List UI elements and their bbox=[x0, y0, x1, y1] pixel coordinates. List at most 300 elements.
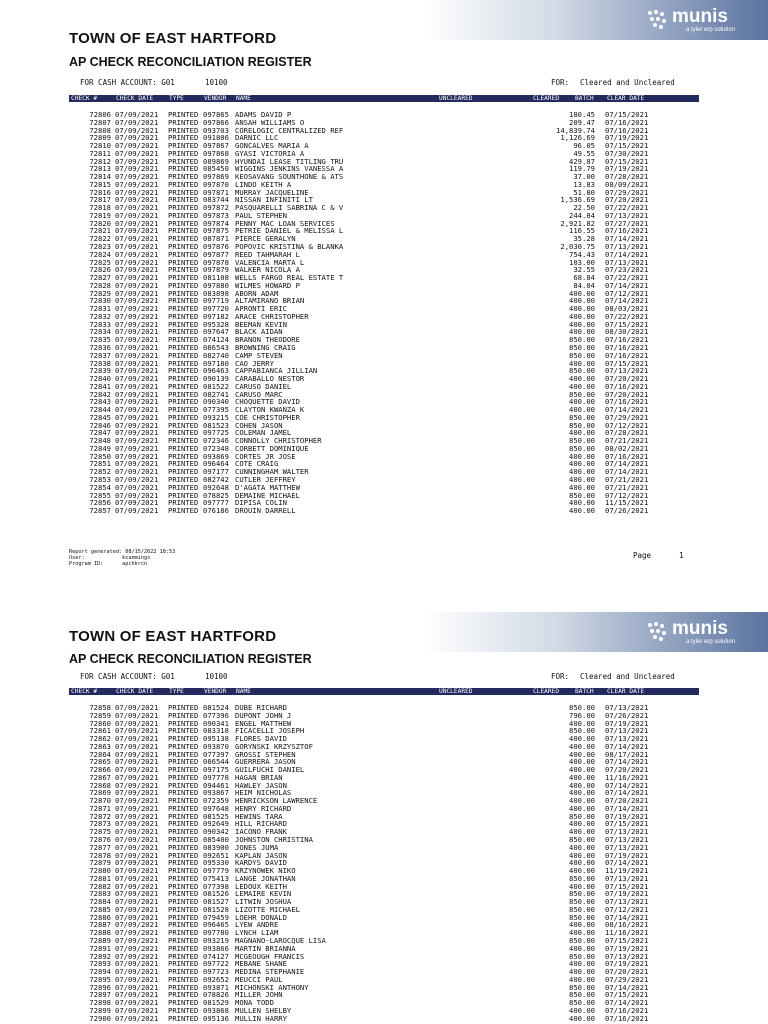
col-check-date: CHECK DATE bbox=[116, 95, 154, 102]
check-type: PRINTED bbox=[168, 397, 199, 407]
check-number: 72857 bbox=[89, 506, 111, 516]
cleared-amount: 400.00 bbox=[569, 405, 595, 415]
vendor-name: CARUSO MARC bbox=[235, 389, 283, 399]
check-type: PRINTED bbox=[168, 842, 199, 852]
vendor-id: 093867 bbox=[203, 788, 229, 798]
check-date: 07/09/2021 bbox=[115, 366, 159, 376]
col-check-date: CHECK DATE bbox=[116, 688, 154, 695]
cleared-amount: 400.00 bbox=[569, 358, 595, 368]
check-number: 72863 bbox=[89, 741, 111, 751]
cleared-amount: 400.00 bbox=[569, 850, 595, 860]
vendor-id: 097869 bbox=[203, 172, 229, 182]
clear-date: 07/21/2021 bbox=[605, 436, 649, 446]
check-number: 72869 bbox=[89, 788, 111, 798]
col-clear-date: CLEAR DATE bbox=[607, 95, 645, 102]
clear-date: 07/15/2021 bbox=[605, 935, 649, 945]
col-check: CHECK # bbox=[71, 688, 98, 695]
check-date: 07/09/2021 bbox=[115, 257, 159, 267]
check-number: 72870 bbox=[89, 796, 111, 806]
clear-date: 07/13/2021 bbox=[605, 726, 649, 736]
check-date: 07/09/2021 bbox=[115, 358, 159, 368]
cleared-amount: 2,030.75 bbox=[560, 242, 595, 252]
check-date: 07/09/2021 bbox=[115, 788, 159, 798]
check-date: 07/09/2021 bbox=[115, 819, 159, 829]
vendor-name: DUPONT JOHN J bbox=[235, 710, 292, 720]
clear-date: 07/15/2021 bbox=[605, 990, 649, 1000]
check-number: 72894 bbox=[89, 967, 111, 977]
vendor-name: CAO JERRY bbox=[235, 358, 274, 368]
vendor-id: 093870 bbox=[203, 741, 229, 751]
check-number: 72846 bbox=[89, 420, 111, 430]
vendor-id: 092648 bbox=[203, 482, 229, 492]
cleared-amount: 400.00 bbox=[569, 374, 595, 384]
page-number: 1 bbox=[679, 551, 684, 560]
clear-date: 07/27/2021 bbox=[605, 218, 649, 228]
check-table bbox=[69, 704, 699, 1022]
check-type: PRINTED bbox=[168, 873, 199, 883]
check-date: 07/09/2021 bbox=[115, 951, 159, 961]
vendor-name: CORTES JR JOSE bbox=[235, 451, 296, 461]
vendor-id: 081523 bbox=[203, 420, 229, 430]
clear-date: 07/13/2021 bbox=[605, 835, 649, 845]
check-type: PRINTED bbox=[168, 110, 199, 119]
check-number: 72812 bbox=[89, 156, 111, 166]
vendor-id: 081526 bbox=[203, 889, 229, 899]
check-date: 07/09/2021 bbox=[115, 935, 159, 945]
check-number: 72821 bbox=[89, 226, 111, 236]
cleared-amount: 180.45 bbox=[569, 110, 595, 119]
clear-date: 11/16/2021 bbox=[605, 772, 649, 782]
clear-date: 07/16/2021 bbox=[605, 1005, 649, 1015]
cleared-amount: 400.00 bbox=[569, 788, 595, 798]
cleared-amount: 116.55 bbox=[569, 226, 595, 236]
check-date: 07/09/2021 bbox=[115, 772, 159, 782]
check-number: 72811 bbox=[89, 148, 111, 158]
clear-date: 07/14/2021 bbox=[605, 280, 649, 290]
vendor-name: LITWIN JOSHUA bbox=[235, 897, 292, 907]
vendor-id: 072348 bbox=[203, 443, 229, 453]
vendor-id: 082741 bbox=[203, 389, 229, 399]
vendor-id: 083744 bbox=[203, 195, 229, 205]
clear-date: 07/16/2021 bbox=[605, 226, 649, 236]
check-type: PRINTED bbox=[168, 866, 199, 876]
clear-date: 07/22/2021 bbox=[605, 203, 649, 213]
vendor-id: 097777 bbox=[203, 498, 229, 508]
vendor-id: 079459 bbox=[203, 912, 229, 922]
clear-date: 07/19/2021 bbox=[605, 718, 649, 728]
clear-date: 07/12/2021 bbox=[605, 904, 649, 914]
clear-date: 07/19/2021 bbox=[605, 164, 649, 174]
check-number: 72839 bbox=[89, 366, 111, 376]
check-date: 07/09/2021 bbox=[115, 498, 159, 508]
check-date: 07/09/2021 bbox=[115, 827, 159, 837]
check-type: PRINTED bbox=[168, 788, 199, 798]
vendor-name: WALKER NICOLA A bbox=[235, 265, 300, 275]
check-type: PRINTED bbox=[168, 811, 199, 821]
vendor-name: CUTLER JEFFREY bbox=[235, 474, 296, 484]
vendor-name: CAPPABIANCA JILLIAN bbox=[235, 366, 318, 376]
vendor-name: MILLER JOHN bbox=[235, 990, 283, 1000]
logo-text: munis bbox=[672, 618, 728, 639]
vendor-name: CAMP STEVEN bbox=[235, 350, 283, 360]
vendor-id: 097873 bbox=[203, 210, 229, 220]
check-type: PRINTED bbox=[168, 381, 199, 391]
check-date: 07/09/2021 bbox=[115, 943, 159, 953]
clear-date: 07/13/2021 bbox=[605, 897, 649, 907]
vendor-name: LOEHR DONALD bbox=[235, 912, 287, 922]
clear-date: 07/13/2021 bbox=[605, 242, 649, 252]
clear-date: 07/19/2021 bbox=[605, 959, 649, 969]
vendor-name: CORBETT DOMINIQUE bbox=[235, 443, 309, 453]
check-type: PRINTED bbox=[168, 1005, 199, 1015]
clear-date: 07/13/2021 bbox=[605, 703, 649, 712]
vendor-name: MEUCCI PAUL bbox=[235, 974, 283, 984]
vendor-name: FICACELLI JOSEPH bbox=[235, 726, 305, 736]
check-number: 72850 bbox=[89, 451, 111, 461]
check-type: PRINTED bbox=[168, 974, 199, 984]
check-type: PRINTED bbox=[168, 311, 199, 321]
clear-date: 07/13/2021 bbox=[605, 257, 649, 267]
col-vendor: VENDOR bbox=[204, 95, 227, 102]
check-type: PRINTED bbox=[168, 741, 199, 751]
vendor-name: WIGGINS JENKINS VANESSA A bbox=[235, 164, 344, 174]
for-value: Cleared and Uncleared bbox=[580, 78, 675, 87]
clear-date: 07/20/2021 bbox=[605, 374, 649, 384]
vendor-name: GUERRERA JASON bbox=[235, 757, 296, 767]
clear-date: 07/16/2021 bbox=[605, 451, 649, 461]
clear-date: 07/13/2021 bbox=[605, 951, 649, 961]
check-date: 07/09/2021 bbox=[115, 873, 159, 883]
generated-value: 08/15/2022 18:53 bbox=[125, 549, 176, 555]
check-number: 72855 bbox=[89, 490, 111, 500]
cleared-amount: 22.50 bbox=[573, 203, 595, 213]
cleared-amount: 850.00 bbox=[569, 366, 595, 376]
vendor-name: JONES JUMA bbox=[235, 842, 279, 852]
vendor-name: MULLIN HARRY bbox=[235, 1013, 287, 1023]
vendor-id: 097865 bbox=[203, 110, 229, 119]
vendor-name: BROWNING CRAIG bbox=[235, 342, 296, 352]
clear-date: 07/15/2021 bbox=[605, 141, 649, 151]
cleared-amount: 400.00 bbox=[569, 967, 595, 977]
check-date: 07/09/2021 bbox=[115, 998, 159, 1008]
cleared-amount: 2,921.82 bbox=[560, 218, 595, 228]
munis-logo bbox=[646, 6, 756, 36]
check-type: PRINTED bbox=[168, 389, 199, 399]
check-date: 07/09/2021 bbox=[115, 242, 159, 252]
check-number: 72856 bbox=[89, 498, 111, 508]
vendor-id: 072346 bbox=[203, 436, 229, 446]
vendor-id: 081525 bbox=[203, 811, 229, 821]
vendor-id: 093219 bbox=[203, 935, 229, 945]
check-date: 07/09/2021 bbox=[115, 451, 159, 461]
vendor-name: PIERCE GERALYN bbox=[235, 234, 296, 244]
check-number: 72888 bbox=[89, 928, 111, 938]
vendor-id: 097880 bbox=[203, 280, 229, 290]
vendor-id: 093703 bbox=[203, 125, 229, 135]
check-date: 07/09/2021 bbox=[115, 428, 159, 438]
check-number: 72816 bbox=[89, 187, 111, 197]
vendor-name: HEIM NICHOLAS bbox=[235, 788, 292, 798]
program-label: Program ID: bbox=[69, 561, 104, 567]
vendor-id: 075413 bbox=[203, 873, 229, 883]
check-type: PRINTED bbox=[168, 342, 199, 352]
check-date: 07/09/2021 bbox=[115, 311, 159, 321]
vendor-name: COTE CRAIG bbox=[235, 459, 279, 469]
check-type: PRINTED bbox=[168, 881, 199, 891]
vendor-id: 095138 bbox=[203, 734, 229, 744]
check-type: PRINTED bbox=[168, 726, 199, 736]
check-number: 72891 bbox=[89, 943, 111, 953]
vendor-name: GUILFUCHI DANIEL bbox=[235, 765, 305, 775]
clear-date: 08/17/2021 bbox=[605, 749, 649, 759]
cleared-amount: 850.00 bbox=[569, 490, 595, 500]
vendor-name: COLEMAN JAMEL bbox=[235, 428, 292, 438]
vendor-name: LANGE JONATHAN bbox=[235, 873, 296, 883]
vendor-id: 077396 bbox=[203, 710, 229, 720]
clear-date: 08/03/2021 bbox=[605, 304, 649, 314]
check-number: 72876 bbox=[89, 835, 111, 845]
check-date: 07/09/2021 bbox=[115, 397, 159, 407]
clear-date: 07/12/2021 bbox=[605, 490, 649, 500]
check-number: 72806 bbox=[89, 110, 111, 119]
vendor-id: 078826 bbox=[203, 990, 229, 1000]
check-type: PRINTED bbox=[168, 242, 199, 252]
cleared-amount: 400.00 bbox=[569, 467, 595, 477]
col-type: TYPE bbox=[169, 95, 184, 102]
cleared-amount: 850.00 bbox=[569, 835, 595, 845]
clear-date: 11/15/2021 bbox=[605, 498, 649, 508]
logo-subtitle: a tyler erp solution bbox=[686, 639, 736, 645]
check-date: 07/09/2021 bbox=[115, 741, 159, 751]
check-date: 07/09/2021 bbox=[115, 749, 159, 759]
check-date: 07/09/2021 bbox=[115, 210, 159, 220]
cleared-amount: 400.00 bbox=[569, 459, 595, 469]
check-date: 07/09/2021 bbox=[115, 156, 159, 166]
check-number: 72896 bbox=[89, 982, 111, 992]
check-number: 72895 bbox=[89, 974, 111, 984]
logo-subtitle: a tyler erp solution bbox=[686, 27, 736, 33]
cleared-amount: 400.00 bbox=[569, 397, 595, 407]
vendor-name: KEOSAVANG SOUNTHONE & ATS bbox=[235, 172, 344, 182]
vendor-name: LYEW ANDRE bbox=[235, 920, 279, 930]
vendor-id: 074127 bbox=[203, 951, 229, 961]
check-number: 72883 bbox=[89, 889, 111, 899]
vendor-name: CLAYTON KWANZA K bbox=[235, 405, 305, 415]
cleared-amount: 850.00 bbox=[569, 350, 595, 360]
check-number: 72825 bbox=[89, 257, 111, 267]
check-type: PRINTED bbox=[168, 203, 199, 213]
clear-date: 07/26/2021 bbox=[605, 506, 649, 516]
vendor-id: 078825 bbox=[203, 490, 229, 500]
vendor-name: HENRY RICHARD bbox=[235, 803, 292, 813]
check-number: 72831 bbox=[89, 304, 111, 314]
check-date: 07/09/2021 bbox=[115, 110, 159, 119]
check-number: 72868 bbox=[89, 780, 111, 790]
vendor-name: DROUIN DARRELL bbox=[235, 506, 296, 516]
check-number: 72858 bbox=[89, 703, 111, 712]
col-cleared: CLEARED bbox=[533, 688, 560, 695]
check-date: 07/09/2021 bbox=[115, 249, 159, 259]
cleared-amount: 400.00 bbox=[569, 451, 595, 461]
clear-date: 08/09/2021 bbox=[605, 179, 649, 189]
check-date: 07/09/2021 bbox=[115, 889, 159, 899]
clear-date: 07/29/2021 bbox=[605, 412, 649, 422]
vendor-name: MEDINA STEPHANIE bbox=[235, 967, 305, 977]
cleared-amount: 850.00 bbox=[569, 703, 595, 712]
check-date: 07/09/2021 bbox=[115, 405, 159, 415]
check-date: 07/09/2021 bbox=[115, 904, 159, 914]
vendor-id: 081528 bbox=[203, 904, 229, 914]
clear-date: 07/12/2021 bbox=[605, 420, 649, 430]
check-date: 07/09/2021 bbox=[115, 125, 159, 135]
check-date: 07/09/2021 bbox=[115, 195, 159, 205]
check-number: 72847 bbox=[89, 428, 111, 438]
cleared-amount: 400.00 bbox=[569, 381, 595, 391]
check-number: 72887 bbox=[89, 920, 111, 930]
check-type: PRINTED bbox=[168, 141, 199, 151]
vendor-id: 092652 bbox=[203, 974, 229, 984]
check-number: 72854 bbox=[89, 482, 111, 492]
check-type: PRINTED bbox=[168, 265, 199, 275]
clear-date: 07/23/2021 bbox=[605, 265, 649, 275]
vendor-name: JOHNSTON CHRISTINA bbox=[235, 835, 313, 845]
vendor-id: 095328 bbox=[203, 319, 229, 329]
vendor-name: CHOQUETTE DAVID bbox=[235, 397, 300, 407]
town-name: TOWN OF EAST HARTFORD bbox=[69, 30, 277, 47]
generated-label: Report generated: bbox=[69, 549, 123, 555]
check-type: PRINTED bbox=[168, 210, 199, 220]
vendor-id: 085400 bbox=[203, 835, 229, 845]
vendor-id: 083898 bbox=[203, 288, 229, 298]
cleared-amount: 850.00 bbox=[569, 912, 595, 922]
vendor-id: 086544 bbox=[203, 757, 229, 767]
check-type: PRINTED bbox=[168, 982, 199, 992]
check-type: PRINTED bbox=[168, 148, 199, 158]
vendor-name: LIZOTTE MICHAEL bbox=[235, 904, 300, 914]
clear-date: 07/20/2021 bbox=[605, 967, 649, 977]
check-date: 07/09/2021 bbox=[115, 897, 159, 907]
vendor-id: 087871 bbox=[203, 234, 229, 244]
cleared-amount: 103.00 bbox=[569, 257, 595, 267]
vendor-name: MEBANE SHANE bbox=[235, 959, 287, 969]
check-type: PRINTED bbox=[168, 928, 199, 938]
check-number: 72848 bbox=[89, 436, 111, 446]
cleared-amount: 850.00 bbox=[569, 951, 595, 961]
check-type: PRINTED bbox=[168, 998, 199, 1008]
check-type: PRINTED bbox=[168, 187, 199, 197]
vendor-id: 081524 bbox=[203, 703, 229, 712]
check-number: 72879 bbox=[89, 858, 111, 868]
vendor-name: PASQUARELLI SABRINA C & V bbox=[235, 203, 344, 213]
cleared-amount: 850.00 bbox=[569, 342, 595, 352]
clear-date: 07/16/2021 bbox=[605, 1013, 649, 1023]
cleared-amount: 850.00 bbox=[569, 990, 595, 1000]
vendor-id: 096465 bbox=[203, 920, 229, 930]
clear-date: 07/14/2021 bbox=[605, 296, 649, 306]
vendor-name: HAWLEY JASON bbox=[235, 780, 287, 790]
check-date: 07/09/2021 bbox=[115, 280, 159, 290]
report-title: AP CHECK RECONCILIATION REGISTER bbox=[69, 652, 312, 666]
clear-date: 07/19/2021 bbox=[605, 943, 649, 953]
page-gap bbox=[0, 578, 768, 612]
clear-date: 07/13/2021 bbox=[605, 873, 649, 883]
vendor-id: 095136 bbox=[203, 1013, 229, 1023]
col-name: NAME bbox=[236, 95, 251, 102]
check-date: 07/09/2021 bbox=[115, 335, 159, 345]
check-type: PRINTED bbox=[168, 920, 199, 930]
clear-date: 07/14/2021 bbox=[605, 858, 649, 868]
vendor-id: 097872 bbox=[203, 203, 229, 213]
vendor-name: LEMAIRE KEVIN bbox=[235, 889, 292, 899]
cleared-amount: 400.00 bbox=[569, 288, 595, 298]
check-type: PRINTED bbox=[168, 358, 199, 368]
check-number: 72827 bbox=[89, 273, 111, 283]
check-date: 07/09/2021 bbox=[115, 327, 159, 337]
vendor-id: 072359 bbox=[203, 796, 229, 806]
check-type: PRINTED bbox=[168, 164, 199, 174]
cleared-amount: 14,839.74 bbox=[556, 125, 595, 135]
cleared-amount: 850.00 bbox=[569, 436, 595, 446]
check-date: 07/09/2021 bbox=[115, 912, 159, 922]
check-number: 72881 bbox=[89, 873, 111, 883]
clear-date: 07/13/2021 bbox=[605, 734, 649, 744]
check-date: 07/09/2021 bbox=[115, 982, 159, 992]
town-name: TOWN OF EAST HARTFORD bbox=[69, 628, 277, 645]
vendor-name: DUBE RICHARD bbox=[235, 703, 287, 712]
vendor-id: 096463 bbox=[203, 366, 229, 376]
vendor-id: 090341 bbox=[203, 718, 229, 728]
report-footer bbox=[69, 549, 175, 567]
check-type: PRINTED bbox=[168, 904, 199, 914]
vendor-name: LYNCH LIAM bbox=[235, 928, 279, 938]
check-date: 07/09/2021 bbox=[115, 765, 159, 775]
check-number: 72820 bbox=[89, 218, 111, 228]
vendor-name: KRZYNOWEK NIKO bbox=[235, 866, 296, 876]
check-type: PRINTED bbox=[168, 710, 199, 720]
clear-date: 07/28/2021 bbox=[605, 172, 649, 182]
check-date: 07/09/2021 bbox=[115, 420, 159, 430]
check-number: 72851 bbox=[89, 459, 111, 469]
vendor-id: 093869 bbox=[203, 451, 229, 461]
check-type: PRINTED bbox=[168, 366, 199, 376]
check-type: PRINTED bbox=[168, 234, 199, 244]
clear-date: 07/20/2021 bbox=[605, 195, 649, 205]
cleared-amount: 850.00 bbox=[569, 904, 595, 914]
check-date: 07/09/2021 bbox=[115, 304, 159, 314]
check-number: 72885 bbox=[89, 904, 111, 914]
clear-date: 07/20/2021 bbox=[605, 765, 649, 775]
logo-text: munis bbox=[672, 6, 728, 27]
check-date: 07/09/2021 bbox=[115, 467, 159, 477]
vendor-id: 081529 bbox=[203, 998, 229, 1008]
check-type: PRINTED bbox=[168, 467, 199, 477]
check-date: 07/09/2021 bbox=[115, 1005, 159, 1015]
cleared-amount: 850.00 bbox=[569, 726, 595, 736]
check-type: PRINTED bbox=[168, 273, 199, 283]
check-type: PRINTED bbox=[168, 428, 199, 438]
check-date: 07/09/2021 bbox=[115, 718, 159, 728]
cleared-amount: 49.55 bbox=[573, 148, 595, 158]
check-type: PRINTED bbox=[168, 459, 199, 469]
check-type: PRINTED bbox=[168, 436, 199, 446]
check-type: PRINTED bbox=[168, 718, 199, 728]
vendor-id: 097725 bbox=[203, 428, 229, 438]
check-date: 07/09/2021 bbox=[115, 811, 159, 821]
cleared-amount: 850.00 bbox=[569, 873, 595, 883]
cleared-amount: 400.00 bbox=[569, 858, 595, 868]
check-number: 72898 bbox=[89, 998, 111, 1008]
vendor-name: LEDOUX KEITH bbox=[235, 881, 287, 891]
